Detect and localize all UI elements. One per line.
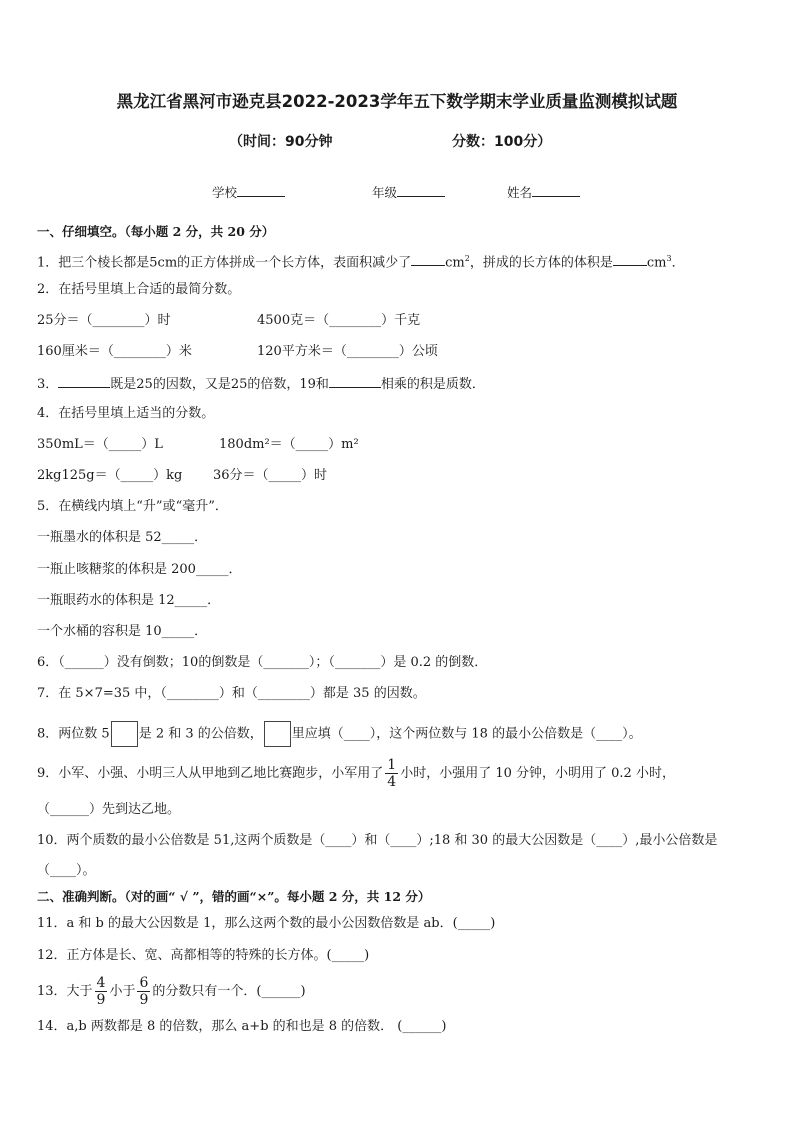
q5-line-2: 一瓶止咳糖浆的体积是 200_____． <box>37 562 242 577</box>
q8-text-b: 是 2 和 3 的公倍数， <box>138 726 263 742</box>
q9-text-a: 9．小军、小强、小明三人从甲地到乙地比赛跑步，小军用了 <box>37 766 384 781</box>
q1-blank-2[interactable] <box>613 253 647 266</box>
q9-text-b: 小时，小强用了 10 分钟，小明用了 0.2 小时， <box>400 766 675 781</box>
question-12: 12．正方体是长、宽、高都相等的特殊的长方体。(_____) <box>37 948 370 963</box>
section-2-heading: 二、准确判断。（对的画“ √ ”，错的画“×”。每小题 2 分，共 12 分） <box>37 889 431 904</box>
question-1 <box>37 251 685 271</box>
q13-text-a: 13．大于 <box>37 984 93 999</box>
question-11: 11．a 和 b 的最大公因数是 1，那么这两个数的最小公因数倍数是 ab．(_____) <box>37 916 496 931</box>
exam-score: 分数：100分） <box>452 134 552 150</box>
q13-denominator-1: 9 <box>96 992 106 1008</box>
question-4-stem: 4．在括号里填上适当的分数。 <box>37 406 215 421</box>
school-label: 学校 <box>212 185 238 200</box>
q2-item-4: 120平方米＝（________）公顷 <box>257 344 438 359</box>
q4-item-3: 2kg125g＝（_____）kg <box>37 468 183 483</box>
question-5-stem: 5．在横线内填上“升”或“毫升”． <box>37 499 228 514</box>
q5-line-3: 一瓶眼药水的体积是 12_____． <box>37 593 221 608</box>
q5-line-4: 一个水桶的容积是 10_____． <box>37 624 208 639</box>
q1-unit-2: cm <box>646 255 667 271</box>
question-3 <box>37 375 485 393</box>
section-1-heading: 一、仔细填空。（每小题 2 分，共 20 分） <box>37 224 275 239</box>
q3-blank-2[interactable] <box>329 375 381 388</box>
q3-blank-1[interactable] <box>58 375 110 388</box>
q4-item-1: 350mL＝（_____）L <box>37 437 163 452</box>
grade-label: 年级 <box>372 185 398 200</box>
school-field[interactable] <box>212 183 285 201</box>
q13-numerator-1: 4 <box>96 975 106 991</box>
question-10: 10．两个质数的最小公倍数是 51,这两个质数是（____）和（____）;18 和 30 的最大公因数是（____）,最小公倍数是 <box>37 833 718 848</box>
page-title: 黑龙江省黑河市逊克县2022-2023学年五下数学期末学业质量监测模拟试题 <box>116 92 678 111</box>
q2-item-2: 4500克＝（________）千克 <box>257 313 421 328</box>
q1-text-a: 1．把三个棱长都是5cm的正方体拼成一个长方体，表面积减少了 <box>37 255 412 271</box>
q4-item-4: 36分＝（_____）时 <box>213 468 328 483</box>
question-7: 7．在 5×7=35 中，（________）和（________）都是 35 的因数。 <box>37 686 426 701</box>
q9-fraction <box>385 757 398 790</box>
question-13 <box>37 975 306 1009</box>
exam-time: （时间：90分钟 <box>229 134 333 150</box>
q9-numerator: 1 <box>387 757 397 773</box>
q10-line-2: （____）。 <box>37 863 96 878</box>
question-6: 6．（______）没有倒数；10的倒数是（_______）；（_______）是 0.2 的倒数． <box>37 655 488 670</box>
q1-end: ． <box>671 255 685 271</box>
q13-text-b: 小于 <box>109 984 136 999</box>
grade-field[interactable] <box>372 183 445 201</box>
q8-box-ref <box>264 721 291 747</box>
q13-numerator-2: 6 <box>139 975 149 991</box>
q1-unit-1: cm <box>445 255 465 271</box>
name-label: 姓名 <box>507 185 533 200</box>
q9-denominator: 4 <box>387 774 397 790</box>
q5-line-1: 一瓶墨水的体积是 52_____． <box>37 530 208 545</box>
q8-digit-box[interactable] <box>111 721 138 747</box>
question-8 <box>37 721 642 748</box>
q3-text-b: 既是25的因数，又是25的倍数，19和 <box>110 377 329 392</box>
q2-item-1: 25分＝（________）时 <box>37 313 171 328</box>
question-9 <box>37 757 675 791</box>
q13-fraction-2 <box>137 975 150 1008</box>
question-2-stem: 2．在括号里填上合适的最简分数。 <box>37 282 241 297</box>
q13-text-c: 的分数只有一个．(______) <box>152 984 306 999</box>
q1-text-b: ，拼成的长方体的体积是 <box>469 255 613 271</box>
q1-unit-2-exp: 3 <box>666 254 672 263</box>
q4-item-2: 180dm²＝（_____）m² <box>219 437 359 452</box>
q3-text-a: 3． <box>37 377 59 392</box>
name-field[interactable] <box>507 183 580 201</box>
q1-blank-1[interactable] <box>411 253 445 266</box>
q3-text-c: 相乘的积是质数． <box>380 377 485 392</box>
question-14: 14．a,b 两数都是 8 的倍数，那么 a+b 的和也是 8 的倍数． (______) <box>37 1019 447 1034</box>
q1-unit-1-exp: 2 <box>464 254 470 263</box>
q13-fraction-1 <box>95 975 108 1008</box>
q9-line-2: （______）先到达乙地。 <box>37 802 181 817</box>
q2-item-3: 160厘米＝（________）米 <box>37 344 192 359</box>
q8-text-c: 里应填（____），这个两位数与 18 的最小公倍数是（____）。 <box>291 726 642 742</box>
q13-denominator-2: 9 <box>139 992 149 1008</box>
q8-text-a: 8．两位数 5 <box>37 726 110 742</box>
